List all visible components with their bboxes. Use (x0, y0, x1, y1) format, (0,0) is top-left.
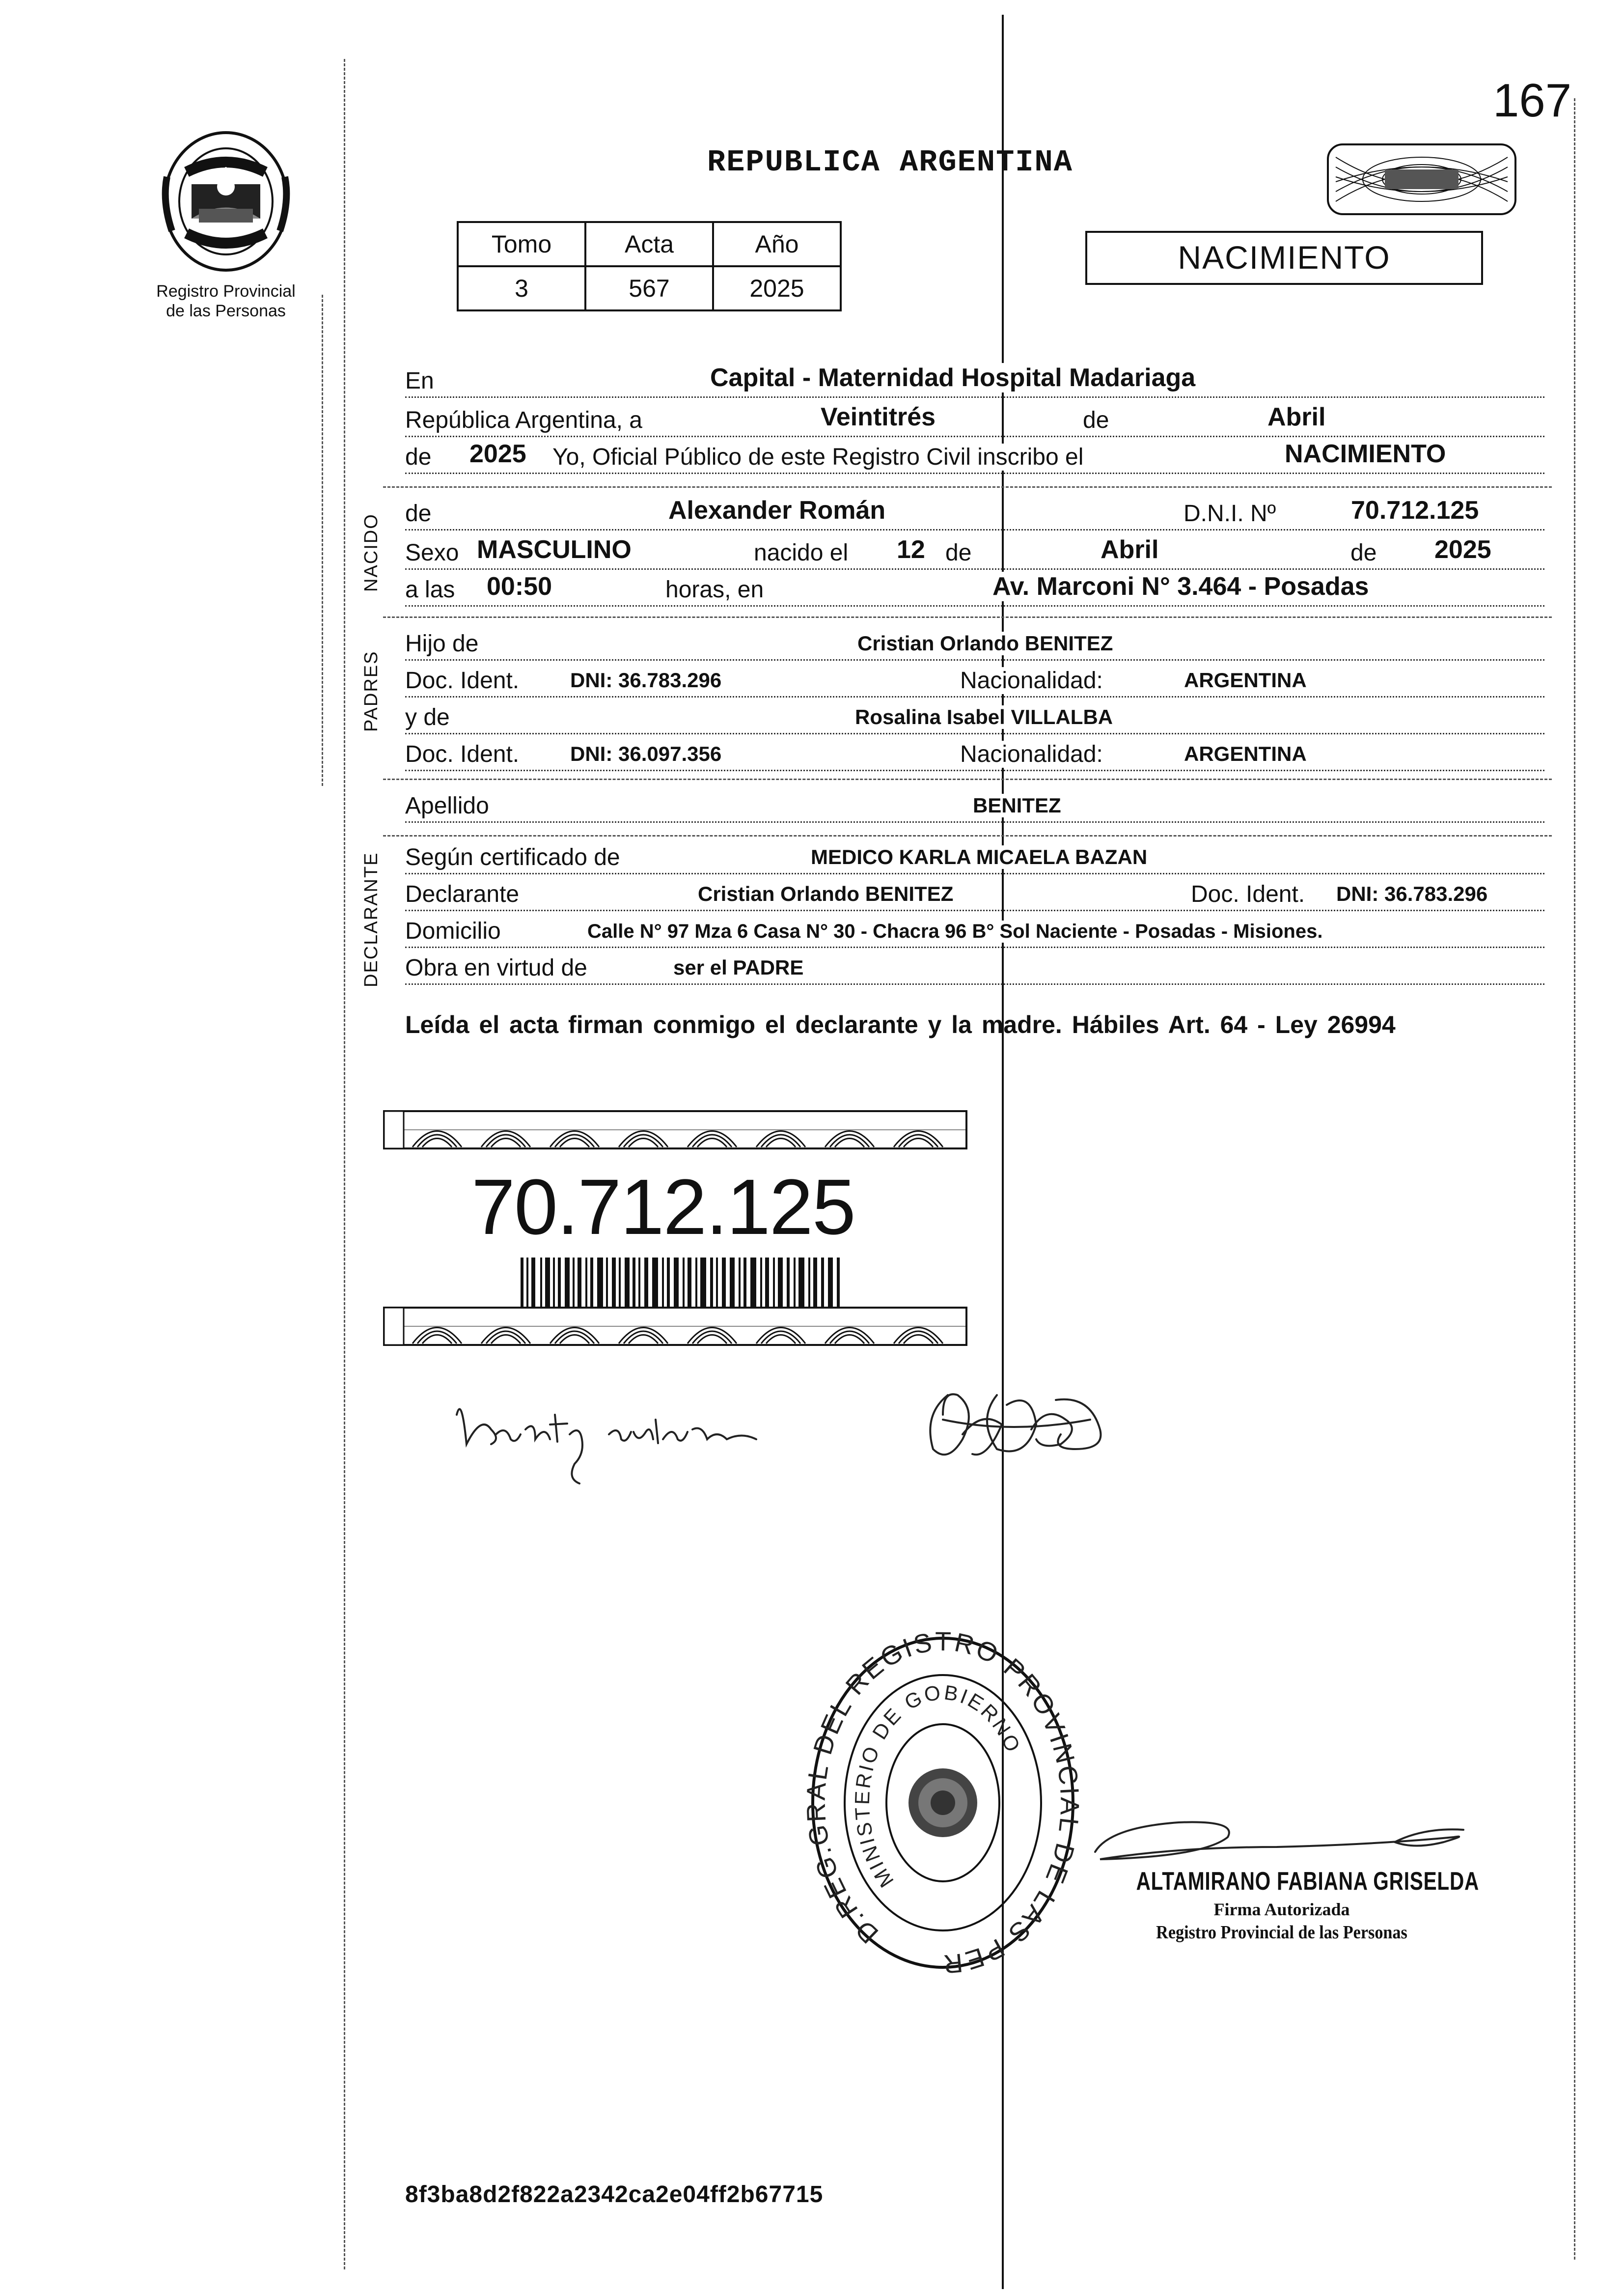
record-table-header-tomo: Tomo (458, 222, 585, 266)
logo-caption-line1: Registro Provincial (156, 282, 296, 301)
document-title: REPUBLICA ARGENTINA (707, 145, 1073, 180)
value-father-doc: DNI: 36.783.296 (567, 669, 724, 692)
record-table (457, 221, 842, 311)
guilloche-band-top-icon (383, 1110, 967, 1149)
row-sex-birth (405, 535, 1544, 570)
section-divider (383, 779, 1552, 780)
row-mother (405, 700, 1544, 734)
value-father-nationality: ARGENTINA (1181, 669, 1310, 692)
label-apellido: Apellido (405, 792, 492, 819)
row-birth-time (405, 572, 1544, 607)
value-inscription-type: NACIMIENTO (1282, 439, 1449, 469)
seal-ring-text: D.REG.G L DEL REGISTRO PROVIN DE LAS PER (805, 1631, 1080, 1979)
section-label-nacido: NACIDO (361, 513, 382, 592)
right-margin-dashed-line (1574, 98, 1575, 2260)
row-name (405, 496, 1544, 531)
logo-caption (133, 281, 319, 321)
label-inscribo: Yo, Oficial Público de este Registro Civil inscribo el (552, 444, 1086, 471)
value-place: Capital - Maternidad Hospital Madariaga (707, 363, 1198, 392)
value-declarant: Cristian Orlando BENITEZ (695, 882, 956, 906)
value-declarant-doc: DNI: 36.783.296 (1333, 882, 1490, 906)
label-doc-declarant: Doc. Ident. (1191, 881, 1308, 908)
label-obra: Obra en virtud de (405, 954, 590, 981)
value-birth-address: Av. Marconi N° 3.464 - Posadas (990, 572, 1372, 601)
label-horas: horas, en (665, 576, 767, 603)
official-seal (805, 1631, 1080, 1985)
declarant-signature-icon (452, 1385, 796, 1493)
page-number: 167 (1493, 74, 1572, 127)
document-hash: 8f3ba8d2f822a2342ca2e04ff2b67715 (405, 2181, 824, 2208)
value-birth-year: 2025 (1431, 535, 1494, 564)
value-birth-month: Abril (1098, 535, 1161, 564)
dni-stamp (383, 1110, 967, 1346)
record-table-acta: 567 (585, 266, 713, 310)
dni-stamp-number: 70.712.125 (471, 1163, 855, 1251)
label-declarante: Declarante (405, 881, 522, 908)
closing-text: Leída el acta firman conmigo el declarante y la madre. Hábiles Art. 64 - Ley 26994 (405, 1011, 1396, 1038)
row-place (405, 364, 1544, 398)
label-de-name: de (405, 500, 434, 527)
row-surname (405, 788, 1544, 823)
value-birth-time: 00:50 (484, 572, 555, 601)
value-mother-nationality: ARGENTINA (1181, 742, 1310, 766)
logo-caption-line2: de las Personas (166, 302, 286, 320)
barcode-icon (521, 1258, 840, 1307)
row-certificate (405, 840, 1544, 874)
value-mother-name: Rosalina Isabel VILLALBA (852, 705, 1116, 729)
section-divider (383, 486, 1552, 488)
margin-dashed-line-inner (322, 295, 323, 786)
label-nac-father: Nacionalidad: (960, 667, 1106, 694)
label-de-year: de (405, 444, 434, 471)
label-sexo: Sexo (405, 539, 462, 566)
security-stamp-icon (1326, 142, 1517, 216)
label-en: En (405, 367, 437, 394)
label-de-birth-month: de (945, 539, 974, 566)
section-label-declarante: DECLARANTE (361, 852, 382, 987)
seal-inner-text: MINISTERIO DE GOBIERNO (850, 1680, 1026, 1892)
province-seal-icon (133, 128, 319, 275)
province-logo (133, 128, 319, 321)
label-doc-father: Doc. Ident. (405, 667, 522, 694)
record-type-box: NACIMIENTO (1085, 231, 1483, 285)
label-domicilio: Domicilio (405, 918, 504, 945)
row-father (405, 626, 1544, 661)
value-day-words: Veintitrés (818, 402, 938, 432)
label-nac-mother: Nacionalidad: (960, 741, 1106, 768)
value-capacity: ser el PADRE (670, 956, 806, 979)
record-table-header-acta: Acta (585, 222, 713, 266)
label-republica: República Argentina, a (405, 407, 645, 434)
value-birth-day: 12 (894, 535, 928, 564)
official-block (1095, 1867, 1480, 1943)
value-father-name: Cristian Orlando BENITEZ (854, 632, 1116, 655)
value-sex: MASCULINO (474, 535, 634, 564)
row-inscription (405, 440, 1544, 474)
section-divider (383, 616, 1552, 618)
label-doc-mother: Doc. Ident. (405, 741, 522, 768)
section-divider (383, 835, 1552, 837)
official-name: ALTAMIRANO FABIANA GRISELDA (1136, 1867, 1480, 1896)
value-surname: BENITEZ (970, 794, 1064, 817)
label-hijo: Hijo de (405, 630, 481, 657)
value-year: 2025 (467, 439, 529, 469)
label-dni: D.N.I. Nº (1184, 500, 1279, 527)
guilloche-band-bottom-icon (383, 1307, 967, 1346)
value-address: Calle N° 97 Mza 6 Casa N° 30 - Chacra 96 B° Sol Naciente - Posadas - Misiones. (584, 921, 1325, 943)
authorized-signature-icon (1080, 1808, 1473, 1876)
value-certificate: MEDICO KARLA MICAELA BAZAN (808, 845, 1150, 869)
row-date (405, 403, 1544, 437)
row-address (405, 914, 1544, 948)
label-alas: a las (405, 576, 458, 603)
row-declarant (405, 877, 1544, 911)
record-table-header-ano: Año (713, 222, 841, 266)
label-certificado: Según certificado de (405, 844, 623, 871)
label-yde: y de (405, 704, 453, 731)
label-de-birth-year: de (1350, 539, 1379, 566)
official-role: Firma Autorizada (1213, 1900, 1350, 1919)
margin-dashed-line (344, 59, 345, 2269)
official-office: Registro Provincial de las Personas (1156, 1922, 1407, 1943)
record-table-tomo: 3 (458, 266, 585, 310)
official-seal-icon (805, 1631, 1080, 1985)
official-initials-signature-icon (913, 1366, 1120, 1474)
record-table-ano: 2025 (713, 266, 841, 310)
label-nacido: nacido el (754, 539, 851, 566)
value-mother-doc: DNI: 36.097.356 (567, 742, 724, 766)
value-month: Abril (1265, 402, 1328, 432)
section-label-padres: PADRES (361, 650, 382, 732)
row-capacity (405, 951, 1544, 985)
row-mother-doc (405, 737, 1544, 771)
value-name: Alexander Román (665, 496, 888, 525)
value-dni: 70.712.125 (1348, 496, 1482, 525)
row-father-doc (405, 663, 1544, 698)
label-de: de (1083, 407, 1112, 434)
